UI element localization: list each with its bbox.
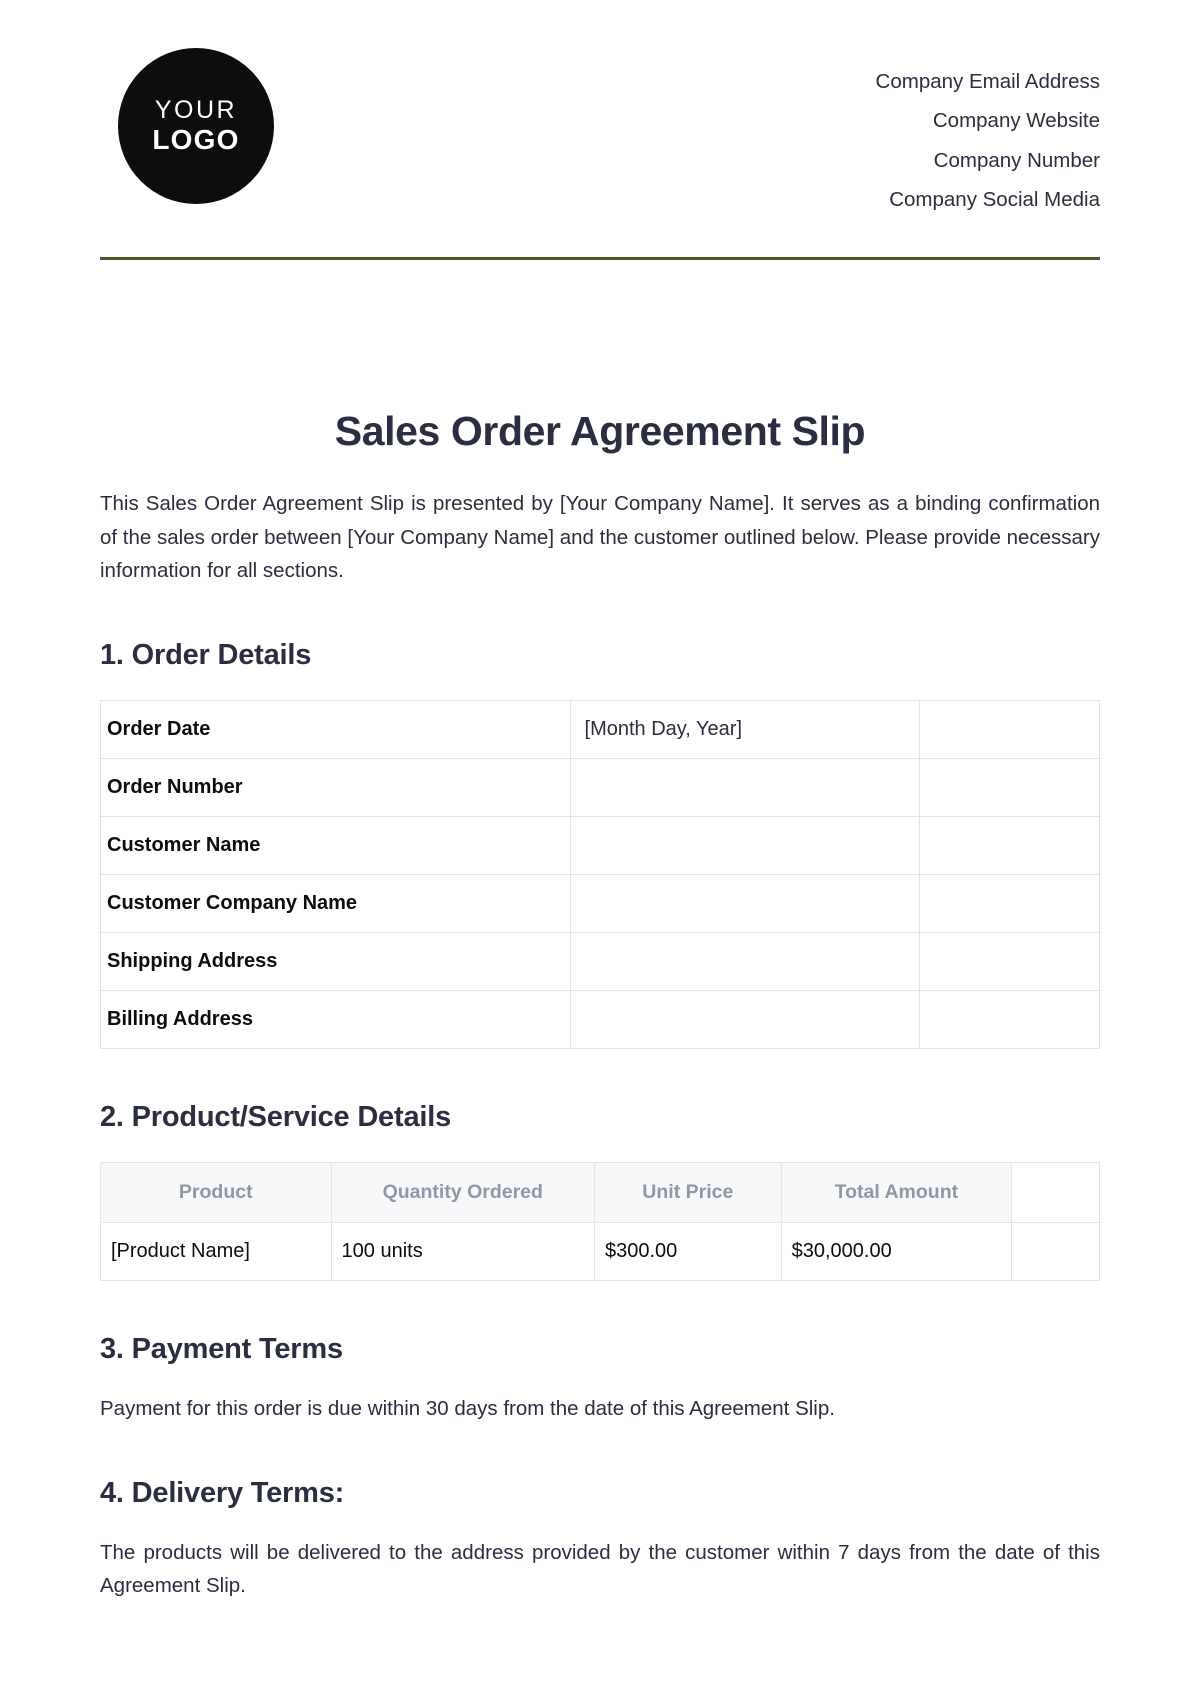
section-heading-payment-terms: 3. Payment Terms — [100, 1333, 343, 1366]
column-header-quantity: Quantity Ordered — [331, 1163, 594, 1223]
cell-total-amount[interactable]: $30,000.00 — [781, 1223, 1012, 1281]
table-row — [101, 759, 1100, 817]
company-logo — [118, 48, 274, 204]
row-value[interactable] — [570, 817, 920, 875]
table-row — [101, 701, 1100, 759]
logo-line-1: YOUR — [154, 95, 238, 124]
row-value[interactable] — [570, 933, 920, 991]
table-row — [101, 1223, 1100, 1281]
row-value[interactable] — [570, 875, 920, 933]
table-row — [101, 817, 1100, 875]
delivery-terms-text: The products will be delivered to the address provided by the customer within 7 days from the date of this Agreement Slip. — [100, 1541, 1100, 1598]
section-heading-order-details: 1. Order Details — [100, 639, 312, 672]
company-social-media: Company Social Media — [889, 188, 1100, 212]
row-spacer — [920, 759, 1100, 817]
row-label: Customer Company Name — [101, 875, 571, 933]
table-header-row — [101, 1163, 1100, 1223]
row-spacer — [920, 933, 1100, 991]
row-label: Shipping Address — [101, 933, 571, 991]
row-label: Order Date — [101, 701, 571, 759]
row-label: Customer Name — [101, 817, 571, 875]
column-header-spacer — [1012, 1163, 1100, 1223]
page-title: Sales Order Agreement Slip — [334, 408, 866, 455]
company-number: Company Number — [933, 148, 1100, 172]
payment-terms-text: Payment for this order is due within 30 days from the date of this Agreement Slip. — [100, 1397, 835, 1421]
company-contact-block — [876, 48, 1100, 219]
row-value[interactable] — [570, 759, 920, 817]
company-email-address: Company Email Address — [875, 70, 1100, 93]
section-heading-product-details: 2. Product/Service Details — [100, 1101, 452, 1134]
row-label: Order Number — [101, 759, 571, 817]
row-spacer — [920, 817, 1100, 875]
row-label: Billing Address — [101, 991, 571, 1049]
row-value[interactable] — [570, 991, 920, 1049]
product-details-table — [100, 1162, 1100, 1281]
section-heading-delivery-terms: 4. Delivery Terms: — [100, 1477, 345, 1510]
table-row — [101, 933, 1100, 991]
company-website: Company Website — [932, 109, 1100, 133]
column-header-product: Product — [101, 1163, 332, 1223]
row-spacer — [920, 701, 1100, 759]
row-value[interactable]: [Month Day, Year] — [570, 701, 920, 759]
row-spacer — [920, 991, 1100, 1049]
column-header-unit-price: Unit Price — [595, 1163, 782, 1223]
cell-quantity[interactable]: 100 units — [331, 1223, 594, 1281]
logo-line-2: LOGO — [152, 124, 240, 156]
table-row — [101, 991, 1100, 1049]
intro-paragraph: This Sales Order Agreement Slip is presented by [Your Company Name]. It serves as a binding confirmation of the sales order between [Your Company Name] and the customer outlined below. Please provide necessary information for all sections. — [100, 492, 1100, 582]
order-details-table — [100, 700, 1100, 1049]
header-divider — [100, 257, 1100, 260]
row-spacer — [920, 875, 1100, 933]
document-header — [100, 40, 1100, 219]
table-row — [101, 875, 1100, 933]
cell-unit-price[interactable]: $300.00 — [595, 1223, 782, 1281]
cell-spacer — [1012, 1223, 1100, 1281]
column-header-total-amount: Total Amount — [781, 1163, 1012, 1223]
cell-product[interactable]: [Product Name] — [101, 1223, 332, 1281]
